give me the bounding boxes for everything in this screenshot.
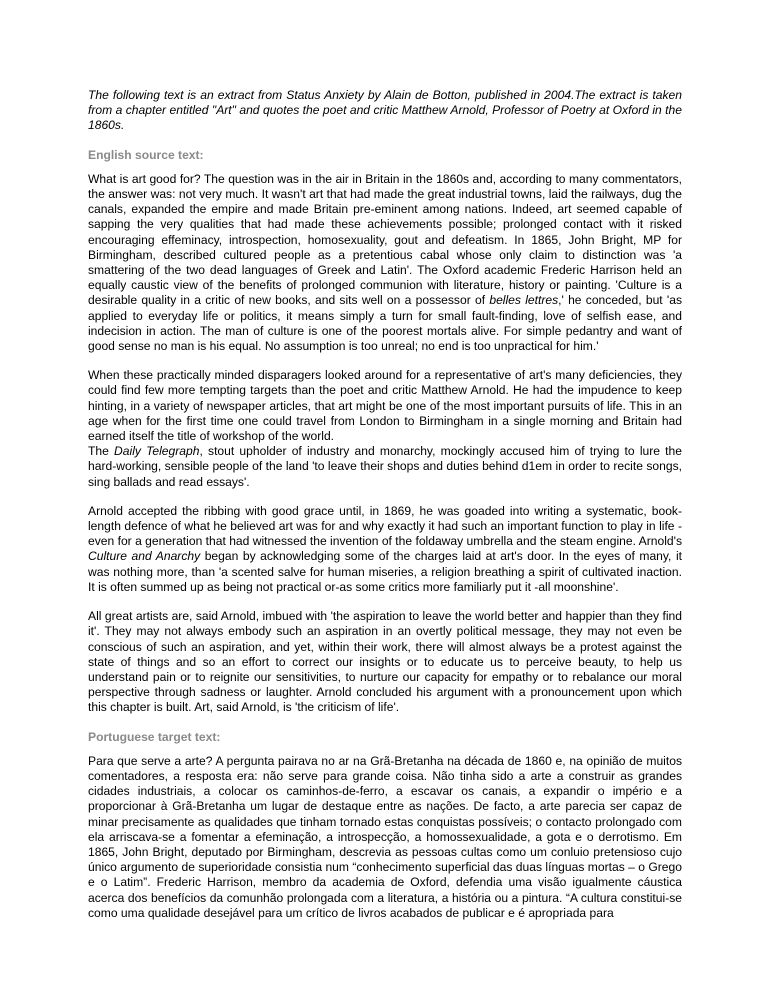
english-p3-text-b: , stout upholder of industry and monarchy, mockingly accused him of trying to lure the hard-working, sensible people of the land 'to leave their shops and duties behind d1em in order to recite songs, sing ballads and read essays'.	[88, 444, 682, 489]
english-p3-emphasis: Daily Telegraph	[114, 444, 200, 459]
english-p3-text-a: The	[88, 444, 115, 459]
document-page	[88, 88, 682, 935]
english-p1-emphasis: belles lettres	[489, 293, 559, 308]
english-paragraph-4	[88, 504, 682, 595]
english-p1-text-a: What is art good for? The question was in the air in Britain in the 1860s and, according to many commentators, the answer was: not very much. It wasn't art that had made the great industrial towns, laid the railways, dug the canals, expanded the empire and made Britain pre-eminent among nations. Indeed, art seemed capable of sapping the very qualities that had made these achievements possible; prolonged contact with it risked encouraging effeminacy, introspection, homosexuality, gout and defeatism. In 1865, John Bright, MP for Birmingham, described cultured people as a pretentious cabal whose only claim to distinction was 'a smattering of the two dead languages of Greek and Latin'. The Oxford academic Frederic Harrison held an equally caustic view of the benefits of prolonged communion with literature, history or painting. 'Culture is a desirable quality in a critic of new books, and sits well on a possessor of	[88, 171, 682, 308]
english-paragraph-5: All great artists are, said Arnold, imbued with 'the aspiration to leave the world better and happier than they find it'. They may not always embody such an aspiration in an overtly political message, they may not even be conscious of such an aspiration, and yet, within their work, there will almost always be a protest against the state of things and so an effort to correct our insights or to educate us to perceive beauty, to help us understand pain or to reignite our sensitivities, to nurture our capacity for empathy or to rebalance our moral perspective through sadness or laughter. Arnold concluded his argument with a pronouncement upon which this chapter is built. Art, said Arnold, is 'the criticism of life'.	[88, 609, 682, 715]
english-p1-text-b: ,' he conceded, but 'as applied to everyday life or politics, it means simply a turn for small fault-finding, love of selfish ease, and indecision in action. The man of culture is one of the poorest mortals alive. For simple pedantry and want of good sense no man is his equal. No assumption is too unreal; no end is too unpractical for him.'	[88, 293, 682, 354]
portuguese-paragraph-1: Para que serve a arte? A pergunta pairava no ar na Grã-Bretanha na década de 1860 e, na opinião de muitos comentadores, a resposta era: não serve para grande coisa. Não tinha sido a arte a construir as grandes cidades industriais, a colocar os caminhos-de-ferro, a escavar os canais, a expandir o império e a proporcionar à Grã-Bretanha um lugar de destaque entre as nações. De facto, a arte parecia ser capaz de minar precisamente as qualidades que tinham tornado estas conquistas possíveis; o contacto prolongado com ela arriscava-se a fomentar a efeminação, a introspecção, a homossexualidade, a gota e o derrotismo. Em 1865, John Bright, deputado por Birmingham, descrevia as pessoas cultas como um conluio pretensioso cujo único argumento de superioridade consistia num “conhecimento superficial das duas línguas mortas – o Grego e o Latim”. Frederic Harrison, membro da academia de Oxford, defendia uma visão igualmente cáustica acerca dos benefícios da comunhão prolongada com a literatura, a história ou a pintura. “A cultura constitui-se como uma qualidade desejável para um crítico de livros acabados de publicar e é apropriada para	[88, 753, 682, 920]
portuguese-section-label: Portuguese target text:	[88, 729, 221, 744]
english-paragraph-1	[88, 172, 682, 354]
english-section-label: English source text:	[88, 147, 204, 162]
english-paragraph-3	[88, 444, 682, 490]
english-paragraph-2: When these practically minded disparagers looked around for a representative of art's many deficiencies, they could find few more tempting targets than the poet and critic Matthew Arnold. He had the impudence to keep hinting, in a variety of newspaper articles, that art might be one of the most important pursuits of life. This in an age when for the first time one could travel from London to Birmingham in a single morning and Britain had earned itself the title of workshop of the world.	[88, 368, 682, 444]
english-p4-text-b: began by acknowledging some of the charges laid at art's door. In the eyes of many, it was nothing more, than 'a scented salve for human miseries, a religion breathing a spirit of cultivated inaction. It is often summed up as being not practical or-as some critics more familiarly put it -all moonshine'.	[88, 549, 682, 594]
english-p4-emphasis: Culture and Anarchy	[88, 549, 201, 564]
english-p4-text-a: Arnold accepted the ribbing with good grace until, in 1869, he was goaded into writing a systematic, book-length defence of what he believed art was for and why exactly it had such an important function to play in life - even for a generation that had witnessed the invention of the foldaway umbrella and the steam engine. Arnold's	[88, 503, 682, 549]
intro-paragraph: The following text is an extract from Status Anxiety by Alain de Botton, published in 2004.The extract is taken from a chapter entitled "Art" and quotes the poet and critic Matthew Arnold, Professor of Poetry at Oxford in the 1860s.	[88, 88, 682, 133]
